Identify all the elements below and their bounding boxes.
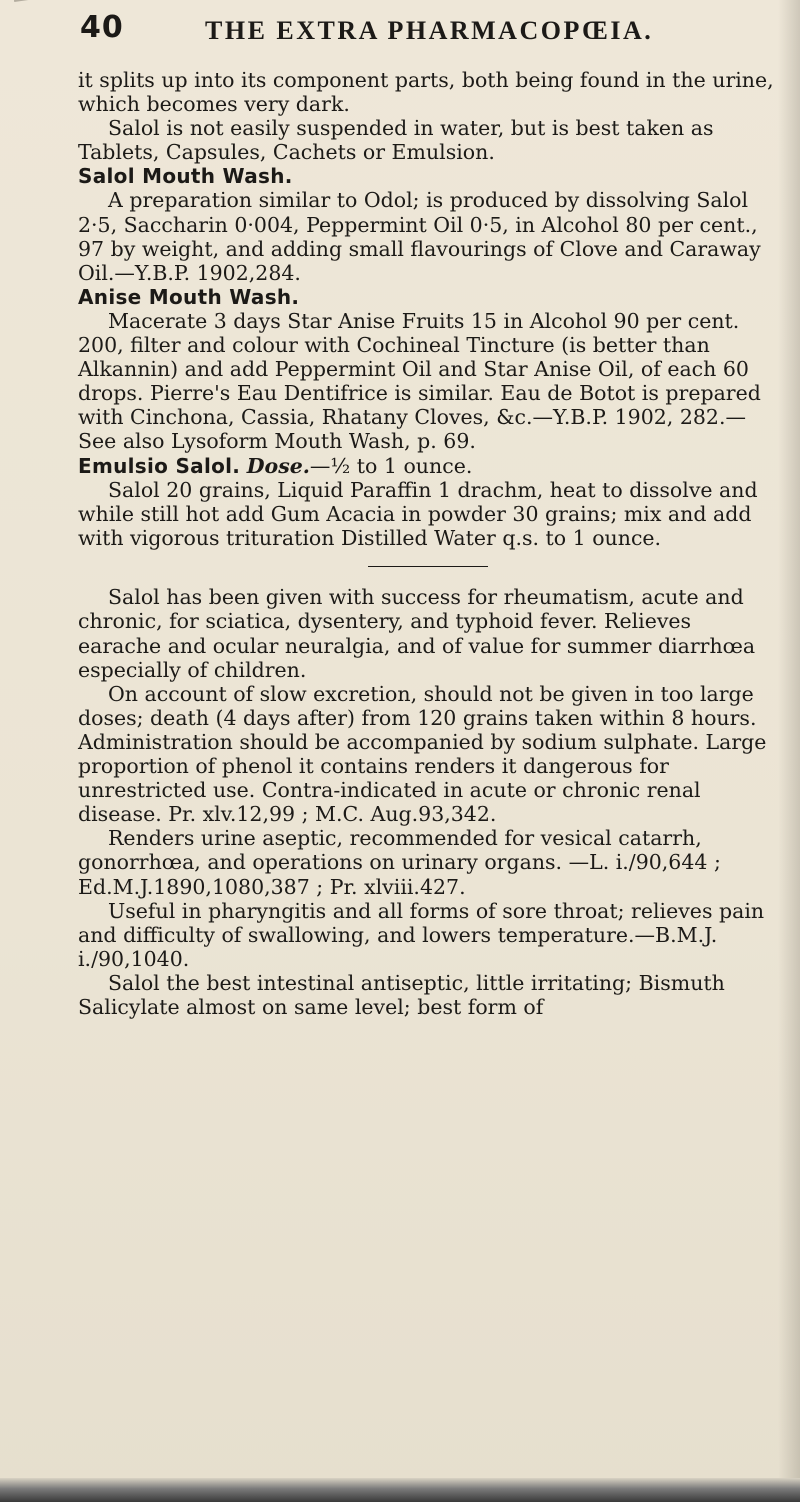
section-heading-anise-mouth-wash: Anise Mouth Wash. [78,284,300,309]
paragraph: it splits up into its component parts, both being found in the urine, which becomes very dark. [78,68,774,117]
paragraph: Salol has been given with success for rheumatism, acute and chronic, for sciatica, dysentery, and typhoid fever. Relieves earache and ocular neuralgia, and of value for summer diarrhœa especially of children. [78,585,756,682]
emulsio-salol-line [78,454,778,478]
paragraph: Salol is not easily suspended in water, but is best taken as Tablets, Capsules, Cachets or Emulsion. [78,116,714,165]
paragraph: Useful in pharyngitis and all forms of sore throat; relieves pain and difficulty of swallowing, and lowers temperature.—B.M.J. i./90,1040. [78,898,765,971]
section-heading-emulsio-salol: Emulsio Salol. [78,453,241,478]
page-edge-shadow [778,0,800,1502]
paragraph: Salol 20 grains, Liquid Paraffin 1 drachm, heat to dissolve and while still hot add Gum Acacia in powder 30 grains; mix and add with vigorous trituration Distilled Water q.s. to 1 ounce. [78,477,758,550]
paragraph: Macerate 3 days Star Anise Fruits 15 in Alcohol 90 per cent. 200, filter and colour with Cochineal Tincture (is better than Alkannin) and add Peppermint Oil and Star Anise Oil, of each 60 drops. Pierre's Eau Dentifrice is similar. Eau de Botot is prepared with Cinchona, Cassia, Rhatany Cloves, &c.—Y.B.P. 1902, 282.—See also Lysoform Mouth Wash, p. 69. [78,308,761,454]
paragraph: On account of slow excretion, should not be given in too large doses; death (4 days after) from 120 grains taken within 8 hours. Administration should be accompanied by sodium sulphate. Large proportion of phenol it contains renders it dangerous for unrestricted use. Contra-indicated in acute or chronic renal disease. Pr. xlv.12,99 ; M.C. Aug.93,342. [78,681,767,827]
section-divider [368,566,488,568]
page-body [78,68,778,1019]
running-head: THE EXTRA PHARMACOPŒIA. [205,16,654,45]
paragraph: Salol the best intestinal antiseptic, little irritating; Bismuth Salicylate almost on same level; best form of [78,970,725,1019]
paragraph: A preparation similar to Odol; is produced by dissolving Salol 2·5, Saccharin 0·004, Peppermint Oil 0·5, in Alcohol 80 per cent., 97 by weight, and adding small flavourings of Clove and Caraway Oil.—Y.B.P. 1902,284. [78,188,761,285]
dose-text: —½ to 1 ounce. [309,453,473,478]
section-heading-salol-mouth-wash: Salol Mouth Wash. [78,164,293,189]
dose-label: Dose. [246,453,310,478]
scan-bottom-edge [0,1478,800,1502]
page-header [80,4,770,50]
paragraph: Renders urine aseptic, recommended for vesical catarrh, gonorrhœa, and operations on urinary organs. —L. i./90,644 ; Ed.M.J.1890,1080,387 ; Pr. xlviii.427. [78,826,721,899]
page-number: 40 [80,10,124,45]
